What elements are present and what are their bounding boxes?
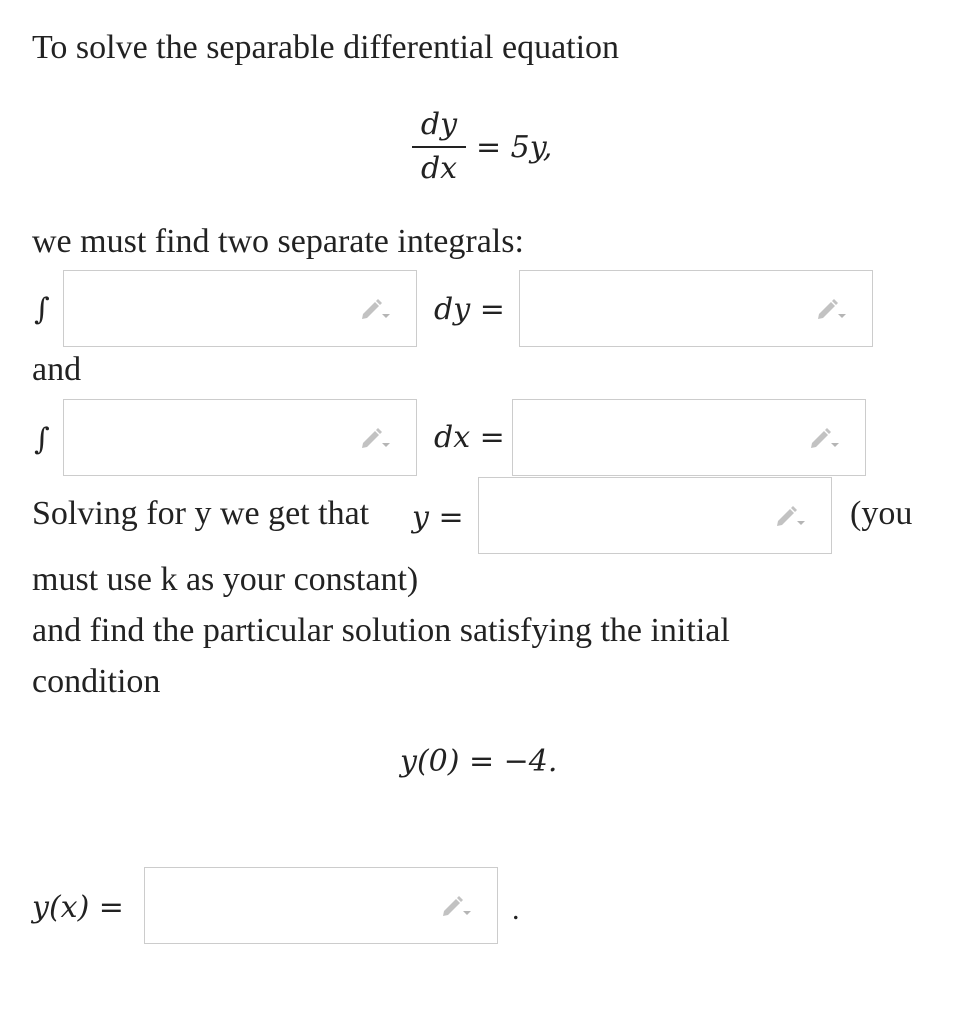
particular-line-one: and find the particular solution satisfying the initial [32,612,730,649]
pencil-dropdown-icon[interactable] [809,426,839,450]
solving-var: y = [412,500,464,535]
pencil-dropdown-icon[interactable] [360,426,390,450]
integral-dy-result-input[interactable] [519,270,873,347]
and-text: and [32,351,82,388]
pencil-dropdown-icon[interactable] [816,297,846,321]
differential-dy: dy = [434,292,505,327]
final-lhs: y(x) = [32,890,124,925]
integrand-dx-input[interactable] [63,399,417,476]
particular-line-two: condition [32,663,161,700]
solving-lead-text: Solving for y we get that [32,495,370,532]
equation-fraction [412,106,466,188]
equation-rhs: = 5y, [476,130,553,165]
pencil-dropdown-icon[interactable] [441,894,471,918]
integral-sign-two: ∫ [34,422,50,457]
particular-solution-input[interactable] [144,867,498,944]
fraction-bar [412,146,466,148]
integrand-dy-input[interactable] [63,270,417,347]
integral-sign-one: ∫ [34,292,50,327]
pencil-dropdown-icon[interactable] [360,297,390,321]
integral-dx-result-input[interactable] [512,399,866,476]
fraction-denominator: dx [420,151,458,186]
fraction-numerator: dy [420,107,458,142]
integrals-prompt: we must find two separate integrals: [32,223,524,260]
differential-dx: dx = [434,420,505,455]
final-period: . [512,893,520,926]
solving-trail-text: (you [850,495,913,532]
intro-text: To solve the separable differential equation [32,29,620,66]
pencil-dropdown-icon[interactable] [775,504,805,528]
solving-continued-text: must use k as your constant) [32,561,419,598]
general-solution-input[interactable] [478,477,832,554]
initial-condition: y(0) = −4. [400,744,558,779]
